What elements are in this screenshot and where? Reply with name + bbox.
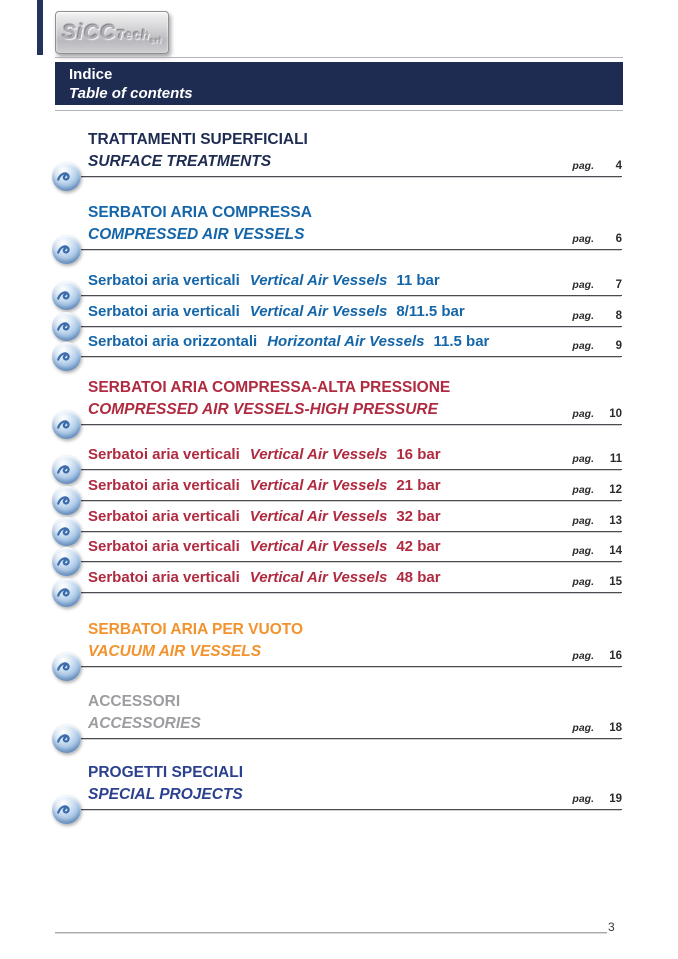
entry-title-it: Serbatoi aria verticali: [88, 569, 240, 586]
entry-title-en: Horizontal Air Vessels: [267, 333, 425, 350]
page-number: 18: [609, 722, 622, 734]
entry-title-it: SERBATOI ARIA COMPRESSA-ALTA PRESSIONE: [88, 379, 451, 396]
toc-entry-vertical-42bar: [62, 536, 622, 562]
pag-label: pag.: [572, 793, 594, 805]
page-ref: [572, 336, 622, 354]
page-number: 9: [615, 340, 622, 352]
toc-entry-horizontal-11-5bar: [62, 331, 622, 357]
page-corner-mark: [37, 0, 43, 55]
entry-title-en: Vertical Air Vessels: [249, 446, 388, 463]
swirl-icon: [52, 578, 81, 607]
entry-title-it: Serbatoi aria verticali: [88, 508, 240, 525]
pag-label: pag.: [572, 310, 594, 322]
entry-spec: 48 bar: [396, 569, 441, 586]
page-ref: [572, 541, 622, 559]
entry-title-en: COMPRESSED AIR VESSELS: [88, 226, 305, 243]
entry-title-it: Serbatoi aria orizzontali: [88, 333, 258, 350]
page-number: 16: [609, 650, 622, 662]
pag-label: pag.: [572, 545, 594, 557]
page-number: 10: [609, 408, 622, 420]
entry-title-en: COMPRESSED AIR VESSELS-HIGH PRESSURE: [88, 401, 438, 418]
logo-brand-main: SiCC: [62, 20, 117, 44]
pag-label: pag.: [572, 576, 594, 588]
logo-brand-sub: Tech: [116, 26, 151, 42]
entry-title-en: Vertical Air Vessels: [249, 569, 388, 586]
toc-entry-vertical-21bar: [62, 475, 622, 501]
entry-spec: 16 bar: [396, 446, 441, 463]
page-ref: [572, 275, 622, 293]
page-number: 11: [609, 453, 622, 465]
page-number: 14: [609, 545, 622, 557]
swirl-icon: [52, 795, 81, 824]
entry-title-en: Vertical Air Vessels: [249, 477, 388, 494]
page-ref: [572, 449, 622, 467]
footer-divider: [55, 932, 607, 933]
entry-title-en: SURFACE TREATMENTS: [88, 153, 272, 170]
page-ref: [572, 480, 622, 498]
logo-text: [62, 21, 162, 45]
entry-title-en: Vertical Air Vessels: [249, 272, 388, 289]
page-ref: [572, 306, 622, 324]
toc-entry-special-projects: [62, 762, 622, 810]
logo-suffix: srl: [150, 37, 162, 45]
entry-spec: 32 bar: [396, 508, 441, 525]
toc-entry-vertical-32bar: [62, 506, 622, 532]
entry-title-it: Serbatoi aria verticali: [88, 477, 240, 494]
entry-title-it: TRATTAMENTI SUPERFICIALI: [88, 131, 308, 148]
toc-entry-vacuum-air-vessels: [62, 619, 622, 667]
page-ref: [572, 718, 622, 736]
page-ref: [572, 646, 622, 664]
page-number: 13: [609, 515, 622, 527]
entry-title-en: Vertical Air Vessels: [249, 538, 388, 555]
divider-line: [55, 57, 623, 58]
toc-entry-accessories: [62, 691, 622, 739]
pag-label: pag.: [572, 408, 594, 420]
entry-title-en: Vertical Air Vessels: [249, 303, 388, 320]
toc-entry-vertical-11bar: [62, 270, 622, 296]
toc-entry-high-pressure: [62, 377, 622, 425]
entry-title-en: ACCESSORIES: [88, 715, 201, 732]
pag-label: pag.: [572, 722, 594, 734]
entry-title-it: Serbatoi aria verticali: [88, 303, 240, 320]
pag-label: pag.: [572, 453, 594, 465]
page-number: 7: [615, 279, 622, 291]
page-number: 4: [615, 160, 622, 172]
entry-title-it: Serbatoi aria verticali: [88, 446, 240, 463]
entry-title-en: VACUUM AIR VESSELS: [88, 643, 262, 660]
page-ref: [572, 511, 622, 529]
page-ref: [572, 572, 622, 590]
toc-entry-vertical-8-11-5bar: [62, 301, 622, 327]
pag-label: pag.: [572, 233, 594, 245]
company-logo: [55, 11, 169, 54]
pag-label: pag.: [572, 650, 594, 662]
pag-label: pag.: [572, 484, 594, 496]
page-number: 12: [609, 484, 622, 496]
entry-spec: 42 bar: [396, 538, 441, 555]
entry-spec: 21 bar: [396, 477, 441, 494]
entry-title-it: PROGETTI SPECIALI: [88, 764, 244, 781]
pag-label: pag.: [572, 279, 594, 291]
swirl-icon: [52, 162, 81, 191]
toc-entry-vertical-48bar: [62, 567, 622, 593]
entry-title-it: SERBATOI ARIA COMPRESSA: [88, 204, 312, 221]
page-footer-number: 3: [608, 920, 615, 934]
page-number: 19: [609, 793, 622, 805]
page-ref: [572, 789, 622, 807]
entry-spec: 8/11.5 bar: [396, 303, 465, 320]
entry-title-en: SPECIAL PROJECTS: [88, 786, 243, 803]
divider-line: [55, 110, 623, 111]
swirl-icon: [52, 410, 81, 439]
entry-title-en: Vertical Air Vessels: [249, 508, 388, 525]
page-number: 15: [609, 576, 622, 588]
swirl-icon: [52, 724, 81, 753]
header-title-en: Table of contents: [69, 85, 193, 102]
entry-title-it: Serbatoi aria verticali: [88, 272, 240, 289]
entry-title-it: SERBATOI ARIA PER VUOTO: [88, 621, 304, 638]
entry-title-it: Serbatoi aria verticali: [88, 538, 240, 555]
page-ref: [572, 229, 622, 247]
page-number: 6: [615, 233, 622, 245]
swirl-icon: [52, 342, 81, 371]
toc-entry-surface-treatments: [62, 129, 622, 177]
entry-title-it: ACCESSORI: [88, 693, 181, 710]
page-ref: [572, 404, 622, 422]
page-number: 8: [615, 310, 622, 322]
toc-entry-vertical-16bar: [62, 444, 622, 470]
entry-spec: 11.5 bar: [433, 333, 490, 350]
page-header: [55, 62, 623, 105]
pag-label: pag.: [572, 160, 594, 172]
pag-label: pag.: [572, 515, 594, 527]
page-ref: [572, 156, 622, 174]
swirl-icon: [52, 235, 81, 264]
toc-entry-compressed-air-vessels: [62, 202, 622, 250]
pag-label: pag.: [572, 340, 594, 352]
entry-spec: 11 bar: [396, 272, 440, 289]
swirl-icon: [52, 652, 81, 681]
header-title-it: Indice: [69, 66, 113, 83]
